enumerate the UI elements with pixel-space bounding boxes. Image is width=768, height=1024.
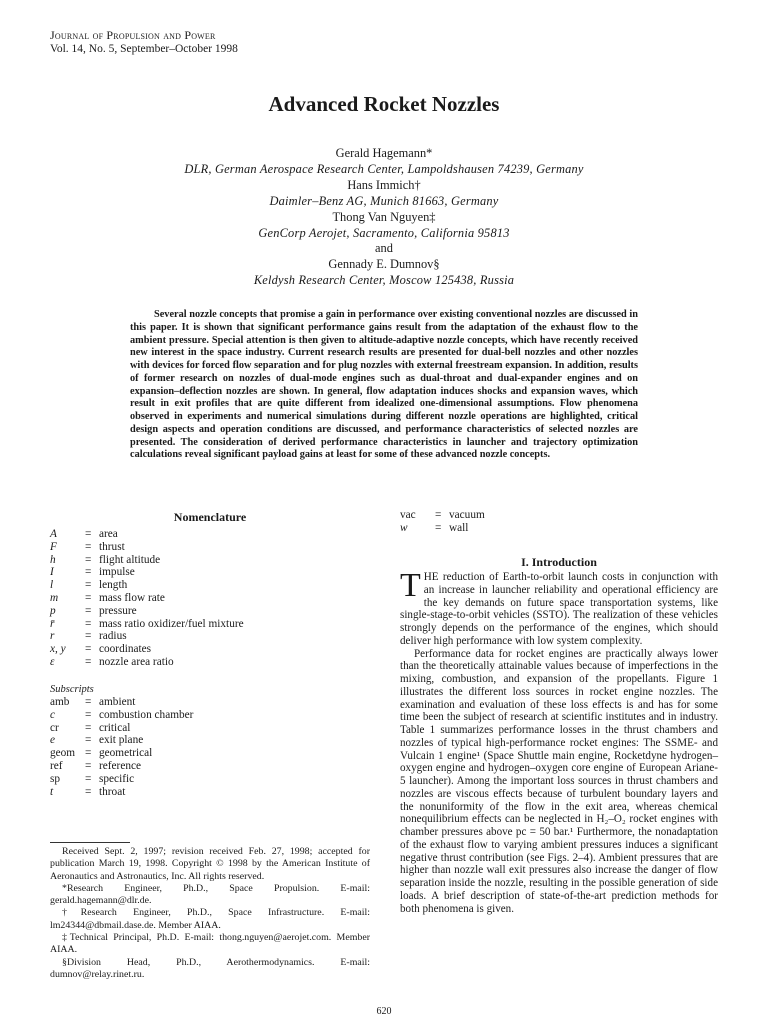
footnote: ‡Technical Principal, Ph.D. E-mail: thong.nguyen@aerojet.com. Member AIAA.	[50, 932, 370, 956]
author-name: Gerald Hagemann*	[335, 146, 433, 160]
journal-header	[50, 28, 238, 56]
paper-title: Advanced Rocket Nozzles	[268, 92, 500, 116]
introduction-paragraph: Performance data for rocket engines are practically always lower than the theoretically attainable values because of imperfections in the mixing, combustion, and expansion of the propellants. Figure 1 illustrates the different loss sources in rocket engine nozzles. The examination and evaluation of these loss effects is and has for some time been the subject of research at scientific institutes and in industry. Table 1 summarizes performance losses in the thrust chambers and nozzles of typical high-performance rocket engines: The SSME- and Vulcain 1 engine¹ (Space Shuttle main engine, Rocketdyne hydrogen–oxygen engine and hydrogen–oxygen core engine of European Ariane-5 launcher). Among the important loss sources in thrust chambers and nozzles are viscous effects because of turbulent boundary layers and the nonuniformity of the flow in the exit area, whereas chemical nonequilibrium effects can be neglected in H₂–O₂ rocket engines with chamber pressures above pc = 50 bar.¹ Furthermore, the nonadaptation of the exhaust flow to varying ambient pressures induces a significant negative thrust contribution (see Figs. 2–4). Ambient pressures that are higher than nozzle wall exit pressures also increase the danger of flow separation inside the nozzle, resulting in the possible generation of side loads. A brief description of state-of-the-art prediction methods for both phenomena is given.	[400, 647, 718, 915]
subscript-item: cr = critical	[50, 721, 131, 734]
author-name: Thong Van Nguyen‡	[332, 209, 436, 224]
nomenclature-item: p = pressure	[50, 604, 137, 617]
footnote: *Research Engineer, Ph.D., Space Propulsion. E-mail: gerald.hagemann@dlr.de.	[50, 882, 370, 907]
nomenclature-item: r = radius	[50, 630, 127, 643]
introduction-heading: I. Introduction	[521, 555, 597, 569]
subscript-item: t = throat	[50, 785, 126, 798]
author-name: Gennady E. Dumnov§	[328, 257, 440, 272]
subscript-item: geom = geometrical	[50, 747, 153, 760]
nomenclature-item: m = mass flow rate	[50, 591, 165, 604]
nomenclature-heading: Nomenclature	[173, 510, 247, 524]
nomenclature-item: h = flight altitude	[50, 553, 161, 566]
introduction-body	[400, 567, 718, 915]
nomenclature-item: ε = nozzle area ratio	[50, 655, 174, 668]
author-affiliation: Keldysh Research Center, Moscow 125438, Russia	[253, 273, 515, 288]
introduction-paragraph: THE reduction of Earth-to-orbit launch costs in conjunction with an increase in launcher reliability and operational efficiency are the key demands on future space transportation systems, like single-stage-to-orbit vehicles (SSTO). The realization of these vehicles strongly depends on the performance of the engines, which should deliver high performance with low system complexity.	[400, 567, 718, 647]
author-conjunction: and	[375, 241, 393, 256]
abstract: Several nozzle concepts that promise a gain in performance over existing conventional nozzles are discussed in this paper. It is shown that significant performance gains result from the adaptation of the exhaust flow to the ambient pressure. Special attention is then given to altitude-adaptive nozzle concepts, which have recently received new interest in the space industry. Current research results are presented for dual-bell nozzles and other nozzles with devices for forced flow separation and for plug nozzles with external freestream expansion. In addition, results of former research on nozzles of dual-mode engines such as dual-throat and dual-expander engines and on expansion–deflection nozzles are shown. In general, flow adaptation induces shocks and expansion waves, which result in exit profiles that are quite different from idealized one-dimensional assumptions. Flow phenomena observed in experiments and numerical simulations during different nozzle operations are highlighted, critical design aspects and operation conditions are discussed, and performance characteristics of selected nozzles are presented. The consideration of derived performance characteristics in launcher and trajectory optimization calculations reveal significant payload gains at least for some of these advanced nozzle concepts.	[130, 309, 638, 461]
footnote-divider	[50, 842, 130, 843]
footnotes	[50, 846, 370, 981]
author-name: Hans Immich†	[347, 177, 421, 192]
nomenclature-item: A = area	[50, 528, 118, 540]
subscript-item: ref = reference	[50, 759, 142, 772]
subscripts-list	[50, 696, 193, 798]
subscripts-list-continued	[400, 509, 485, 535]
nomenclature-item: F = thrust	[50, 540, 125, 553]
page-number: 620	[376, 1006, 392, 1017]
subscript-item: amb = ambient	[50, 696, 136, 708]
nomenclature-item: x, y = coordinates	[50, 643, 152, 656]
subscript-item: e = exit plane	[50, 734, 144, 747]
footnote: Received Sept. 2, 1997; revision received Feb. 27, 1998; accepted for publication March 19, 1998. Copyright © 1998 by the American Institute of Aeronautics and Astronautics, Inc. All rights reserved.	[50, 846, 370, 882]
author-block	[0, 146, 768, 289]
subscript-item: sp = specific	[50, 772, 135, 785]
drop-cap: T	[400, 567, 421, 604]
author-affiliation: DLR, German Aerospace Research Center, Lampoldshausen 74239, Germany	[184, 161, 584, 176]
nomenclature-list	[50, 528, 244, 669]
journal-name: Journal of Propulsion and Power	[50, 28, 216, 42]
nomenclature-item: I = impulse	[50, 566, 135, 579]
subscript-item: vac = vacuum	[400, 509, 485, 521]
footnote: §Division Head, Ph.D., Aerothermodynamics. E-mail: dumnov@relay.rinet.ru.	[50, 956, 370, 980]
author-affiliation: GenCorp Aerojet, Sacramento, California 95813	[258, 225, 510, 240]
journal-issue: Vol. 14, No. 5, September–October 1998	[50, 43, 238, 55]
subscripts-heading: Subscripts	[50, 684, 94, 695]
footnote: †Research Engineer, Ph.D., Space Infrastructure. E-mail: lm24344@dbmail.dase.de. Member AIAA.	[50, 907, 370, 931]
subscript-item: w = wall	[400, 521, 469, 534]
nomenclature-item: l = length	[50, 579, 128, 592]
subscript-item: c = combustion chamber	[50, 708, 194, 721]
nomenclature-item: r̄ = mass ratio oxidizer/fuel mixture	[50, 617, 244, 630]
author-affiliation: Daimler–Benz AG, Munich 81663, Germany	[269, 193, 499, 208]
